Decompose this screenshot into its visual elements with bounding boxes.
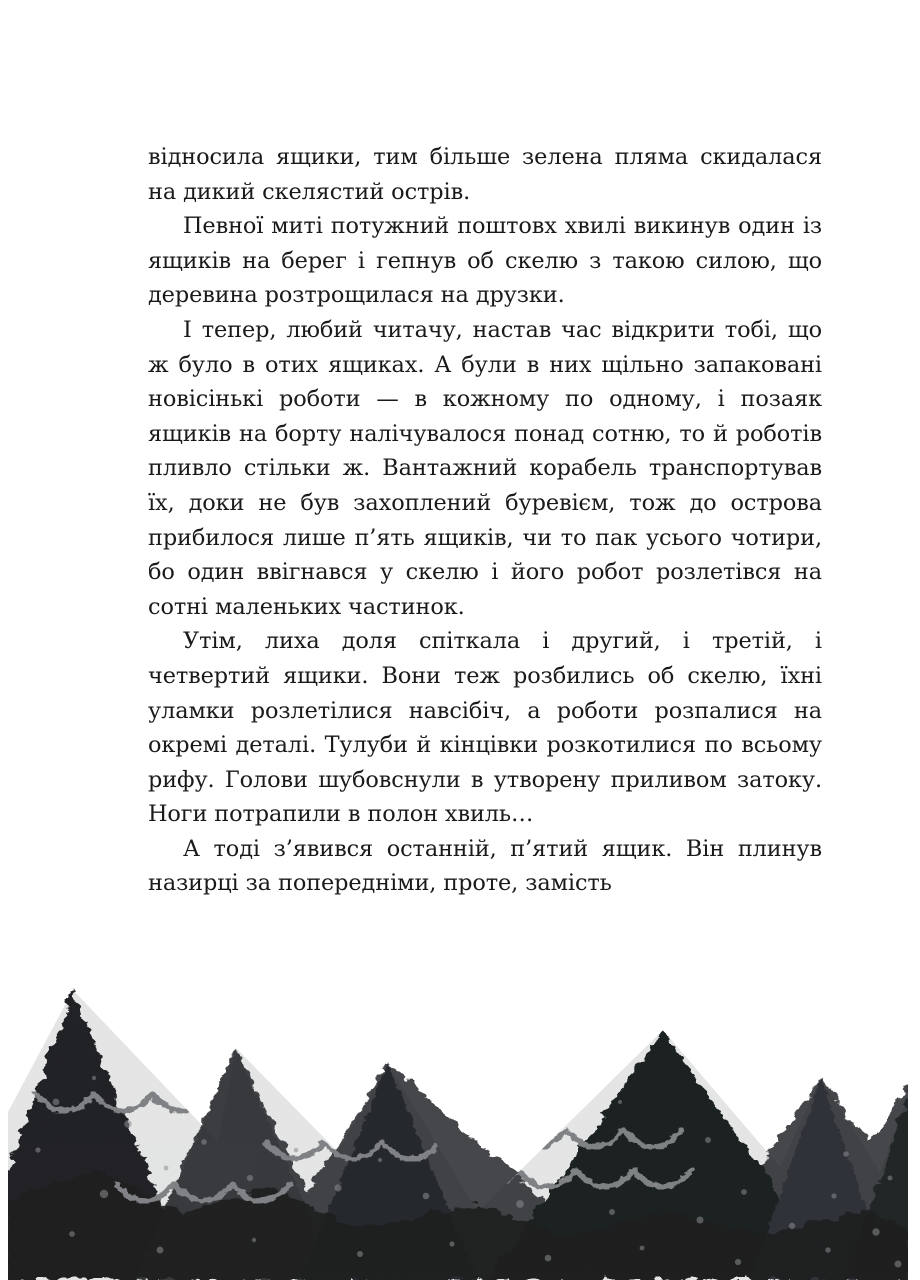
paragraph-dear-reader: І тепер, любий читачу, настав час відкрити тобі, що ж було в отих ящиках. А були в них щільно запаковані новісінькі роботи — в кожному по одному, і позаяк ящиків на борту налічувалося понад сотню, то й роботів пливло стільки ж. Вантажний корабель транспортував їх, доки не був захоплений буревієм, тож до острова прибилося лише п’ять ящиків, чи то пак усього чотири, бо один ввігнався у скелю і його робот розлетівся на сотні маленьких частинок.: [148, 316, 822, 620]
mountain-range-illustration: [8, 982, 908, 1280]
paragraph-continued: відносила ящики, тим більше зелена пляма скидалася на дикий скелястий острів.: [148, 144, 822, 205]
body-text-column: [148, 140, 822, 901]
mountain-range-svg: [8, 982, 908, 1280]
paragraph-fifth-crate: А тоді з’явився останній, п’ятий ящик. Він плинув назирці за попередніми, проте, замість: [148, 835, 822, 897]
paragraph-wave-throw: Певної миті потужний поштовх хвилі викинув один із ящиків на берег і гепнув об скелю з такою силою, що деревина розтрощилася на друзки.: [148, 213, 822, 309]
paragraph-other-crates: Утім, лиха доля спіткала і другий, і третій, і четвертий ящики. Вони теж розбились об скелю, їхні уламки розлетілися навсібіч, а роботи розпалися на окремі деталі. Тулуби й кінцівки розкотилися по всьому рифу. Голови шубовснули в утворену приливом затоку. Ноги потрапили в полон хвиль…: [148, 628, 822, 828]
